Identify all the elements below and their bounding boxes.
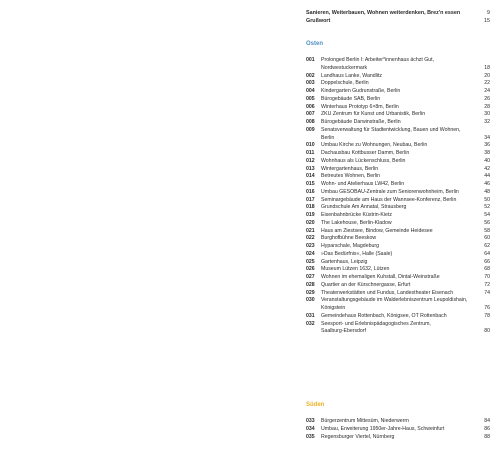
entry-number: 020	[306, 219, 315, 226]
entry-title	[321, 181, 471, 189]
entry-title-line: Kindergarten Gudrunstraße, Berlin	[321, 88, 401, 94]
entry-title-line: Dachausbau Kottbusser Damm, Berlin	[321, 150, 410, 156]
entry-title-line: Museum Lützen 1632, Lützen	[321, 266, 390, 273]
entry-title-line: Betreutes Wohnen, Berlin	[321, 173, 381, 180]
toc-entry	[306, 57, 490, 73]
toc-entry	[306, 127, 490, 143]
entry-page: 80	[484, 328, 490, 335]
toc-entry	[306, 96, 490, 104]
toc-entry	[306, 166, 490, 174]
entry-title-line: Umbau Kirche zu Wohnungen, Neubau, Berlin	[321, 142, 428, 149]
entry-number: 004	[306, 88, 315, 94]
entry-title-line: Berlin	[321, 134, 335, 141]
toc-entry	[306, 173, 490, 181]
entry-page: 74	[484, 289, 490, 296]
entry-number: 022	[306, 235, 315, 242]
entry-title-line: Wohnhaus als Lückenschluss, Berlin	[321, 157, 406, 164]
entry-title-line: Saalburg-Ebersdorf	[321, 328, 366, 335]
entry-title-line: Grundschule Am Annatal, Strausberg	[321, 204, 407, 211]
entry-title-line: Königstein	[321, 305, 346, 312]
toc-entry	[306, 251, 490, 259]
entry-title	[321, 158, 471, 166]
entry-number: 034	[306, 425, 315, 432]
section-heading: Osten	[306, 41, 324, 47]
intro-page: 15	[484, 18, 490, 24]
toc-entry	[306, 228, 490, 236]
intro-entry	[306, 9, 490, 17]
entry-title-line: Wohnen im ehemaligen Kuhstall, Dintal-Weinstraße	[321, 274, 440, 280]
entry-number: 025	[306, 258, 315, 265]
entry-title-line: Gemeindehaus Rottenbach, Königsee, OT Rottenbach	[321, 312, 447, 319]
entry-title	[321, 426, 471, 434]
toc-entry	[306, 150, 490, 158]
entry-number: 030	[306, 297, 315, 304]
entry-title-line: Seesport- und Erlebnispädagogisches Zentrum,	[321, 320, 431, 327]
entry-page: 52	[484, 204, 490, 211]
entry-title-line: Quartier an der Kürschnergasse, Erfurt	[321, 281, 411, 288]
toc-entry	[306, 290, 490, 298]
toc-entry	[306, 212, 490, 220]
entry-page: 42	[484, 165, 490, 172]
toc-entry	[306, 426, 490, 434]
entry-title	[321, 204, 471, 212]
entry-number: 031	[306, 312, 315, 319]
entry-number: 032	[306, 320, 315, 327]
entry-page: 36	[484, 142, 490, 149]
entry-page: 76	[484, 305, 490, 311]
entry-title-line: Umbau, Erweiterung 1950er-Jahre-Haus, Schweinfurt	[321, 425, 445, 432]
toc-entry	[306, 321, 490, 337]
entry-title-line: Wohn- und Atelierhaus LW42, Berlin	[321, 181, 405, 187]
entry-number: 035	[306, 433, 315, 440]
toc-entry	[306, 418, 490, 426]
entry-page: 28	[484, 103, 490, 110]
entry-title-line: Theaterwerkstätten und Fundus, Landestheater Eisenach	[321, 289, 454, 296]
entry-title	[321, 321, 471, 337]
toc-entry	[306, 73, 490, 81]
intro-title: Grußwort	[306, 18, 331, 24]
entry-title-line: Haus am Ziestsee, Bindow, Gemeinde Heidesee	[321, 227, 433, 234]
entry-title	[321, 142, 471, 150]
entry-number: 023	[306, 243, 315, 249]
toc-entry	[306, 434, 490, 442]
intro-title: Sanieren, Weiterbauen, Wohnen weiterdenken, Brez'n essen	[306, 10, 461, 16]
entry-title	[321, 166, 471, 174]
entry-title-line: Senatsverwaltung für Stadtentwicklung, Bauen und Wohnen,	[321, 126, 461, 133]
toc-entry	[306, 220, 490, 228]
entry-title-line: Gartenhaus, Leipzig	[321, 258, 368, 265]
entry-number: 008	[306, 119, 315, 125]
toc-entry	[306, 158, 490, 166]
entry-title	[321, 80, 471, 88]
entry-page: 68	[484, 266, 490, 273]
entry-page: 34	[484, 134, 490, 141]
entry-title-line: Regensburger Viertel, Nürnberg	[321, 433, 395, 440]
entry-title-line: Umbau GESOBAU-Zentrale zum Seniorenwohnheim, Berlin	[321, 188, 459, 195]
entry-number: 005	[306, 95, 315, 102]
entry-title	[321, 127, 471, 143]
entry-title	[321, 73, 471, 81]
entry-title-line: The Lakehouse, Berlin-Kladow	[321, 219, 392, 226]
toc-entry	[306, 297, 490, 313]
entry-page: 62	[484, 243, 490, 249]
entry-number: 014	[306, 173, 315, 180]
entry-number: 015	[306, 181, 315, 187]
entry-page: 32	[484, 119, 490, 125]
entry-title-line: Bürogebäude SAB, Berlin	[321, 95, 381, 102]
toc-entry	[306, 235, 490, 243]
intro-entry	[306, 17, 490, 25]
section-heading: Süden	[306, 402, 325, 408]
entry-title	[321, 197, 471, 205]
entry-page: 58	[484, 227, 490, 234]
entry-title-line: Hyparschale, Magdeburg	[321, 243, 379, 249]
entry-title-line: ZKU Zentrum für Kunst und Urbanistik, Berlin	[321, 111, 426, 118]
entry-number: 012	[306, 157, 315, 164]
toc-entry	[306, 142, 490, 150]
entry-number: 017	[306, 196, 315, 203]
toc-entry	[306, 181, 490, 189]
entry-title-line: Winterhaus Prototyp 6×8m, Berlin	[321, 103, 399, 110]
entry-title	[321, 173, 471, 181]
entry-title-line: Wintergartenhaus, Berlin	[321, 165, 379, 172]
entry-title	[321, 313, 471, 321]
toc-entry	[306, 119, 490, 127]
entry-page: 66	[484, 258, 490, 265]
toc-entry	[306, 88, 490, 96]
entry-title	[321, 251, 471, 259]
entry-title	[321, 88, 471, 96]
toc-entry	[306, 274, 490, 282]
entry-number: 003	[306, 80, 315, 87]
entry-title	[321, 418, 471, 426]
entry-number: 016	[306, 188, 315, 195]
entry-number: 028	[306, 281, 315, 288]
entry-page: 30	[484, 111, 490, 118]
toc-entry	[306, 259, 490, 267]
entry-page: 70	[484, 274, 490, 280]
entry-title-line: Nordwestuckermark	[321, 64, 368, 71]
entry-page: 22	[484, 80, 490, 87]
entry-number: 006	[306, 103, 315, 110]
entry-number: 029	[306, 289, 315, 296]
entry-page: 48	[484, 188, 490, 195]
entry-title	[321, 434, 471, 442]
toc-entry	[306, 111, 490, 119]
entry-title	[321, 290, 471, 298]
entry-page: 72	[484, 281, 490, 288]
entry-title	[321, 150, 471, 158]
entry-page: 88	[484, 433, 490, 440]
entry-number: 033	[306, 418, 315, 424]
entry-page: 86	[484, 425, 490, 432]
entry-title-line: Burghofbühne Beeskow	[321, 235, 377, 242]
entry-number: 013	[306, 165, 315, 172]
entry-page: 46	[484, 181, 490, 187]
entry-number: 009	[306, 126, 315, 133]
entry-page: 24	[484, 88, 490, 94]
toc-entry	[306, 80, 490, 88]
entry-number: 018	[306, 204, 315, 211]
entry-title-line: Landhaus Lanke, Wandlitz	[321, 72, 382, 79]
toc-entry	[306, 266, 490, 274]
entry-title-line: Seminargebäude am Haus der Wannsee-Konferenz, Berlin	[321, 196, 457, 203]
entry-page: 64	[484, 250, 490, 257]
toc-entry	[306, 313, 490, 321]
entry-page: 56	[484, 219, 490, 226]
entry-title	[321, 212, 471, 220]
entry-title	[321, 297, 471, 313]
entry-number: 010	[306, 142, 315, 149]
entry-title-line: Bürogebäude Darwinstraße, Berlin	[321, 119, 401, 125]
entry-page: 20	[484, 72, 490, 79]
entry-number: 002	[306, 72, 315, 79]
entry-title	[321, 259, 471, 267]
entry-title	[321, 104, 471, 112]
entry-title	[321, 235, 471, 243]
entry-number: 024	[306, 250, 315, 257]
entry-title	[321, 266, 471, 274]
entry-page: 44	[484, 173, 490, 180]
entry-title-line: Doppelschule, Berlin	[321, 80, 369, 87]
entry-page: 60	[484, 235, 490, 242]
entry-number: 019	[306, 212, 315, 218]
entry-number: 007	[306, 111, 315, 118]
entry-page: 84	[484, 418, 490, 424]
entry-number: 001	[306, 57, 315, 63]
entry-page: 78	[484, 312, 490, 319]
entry-number: 021	[306, 227, 315, 234]
entry-title-line: Veranstaltungsgebäude im Walderlebniszentrum Leupoldishain,	[321, 297, 468, 304]
entry-title	[321, 189, 471, 197]
entry-title	[321, 274, 471, 282]
entry-title	[321, 119, 471, 127]
entry-title	[321, 96, 471, 104]
toc-entry	[306, 104, 490, 112]
toc-entry	[306, 204, 490, 212]
entry-title	[321, 111, 471, 119]
entry-title	[321, 243, 471, 251]
entry-page: 38	[484, 150, 490, 156]
entry-page: 26	[484, 95, 490, 102]
entry-title-line: Eisenbahnbrücke Küstrin-Kietz	[321, 212, 392, 218]
entry-title-line: Bürgerzentrum Mittesüm, Niederwerrn	[321, 418, 409, 424]
toc-entry	[306, 189, 490, 197]
entry-page: 50	[484, 196, 490, 203]
entry-title	[321, 220, 471, 228]
toc-entry	[306, 243, 490, 251]
entry-title-line: Prolonged Berlin I: Arbeiter*innenhaus ächzt Gut,	[321, 57, 435, 63]
entry-number: 026	[306, 266, 315, 273]
entry-number: 011	[306, 150, 315, 156]
entry-page: 40	[484, 157, 490, 164]
entry-title	[321, 228, 471, 236]
intro-page: 9	[487, 10, 490, 16]
entry-title	[321, 57, 471, 73]
entry-page: 18	[484, 64, 490, 71]
entry-page: 54	[484, 212, 490, 218]
entry-number: 027	[306, 274, 315, 280]
toc-entry	[306, 197, 490, 205]
toc-entry	[306, 282, 490, 290]
entry-title-line: »Das Bedürfnis«, Halle (Saale)	[321, 250, 393, 257]
entry-title	[321, 282, 471, 290]
